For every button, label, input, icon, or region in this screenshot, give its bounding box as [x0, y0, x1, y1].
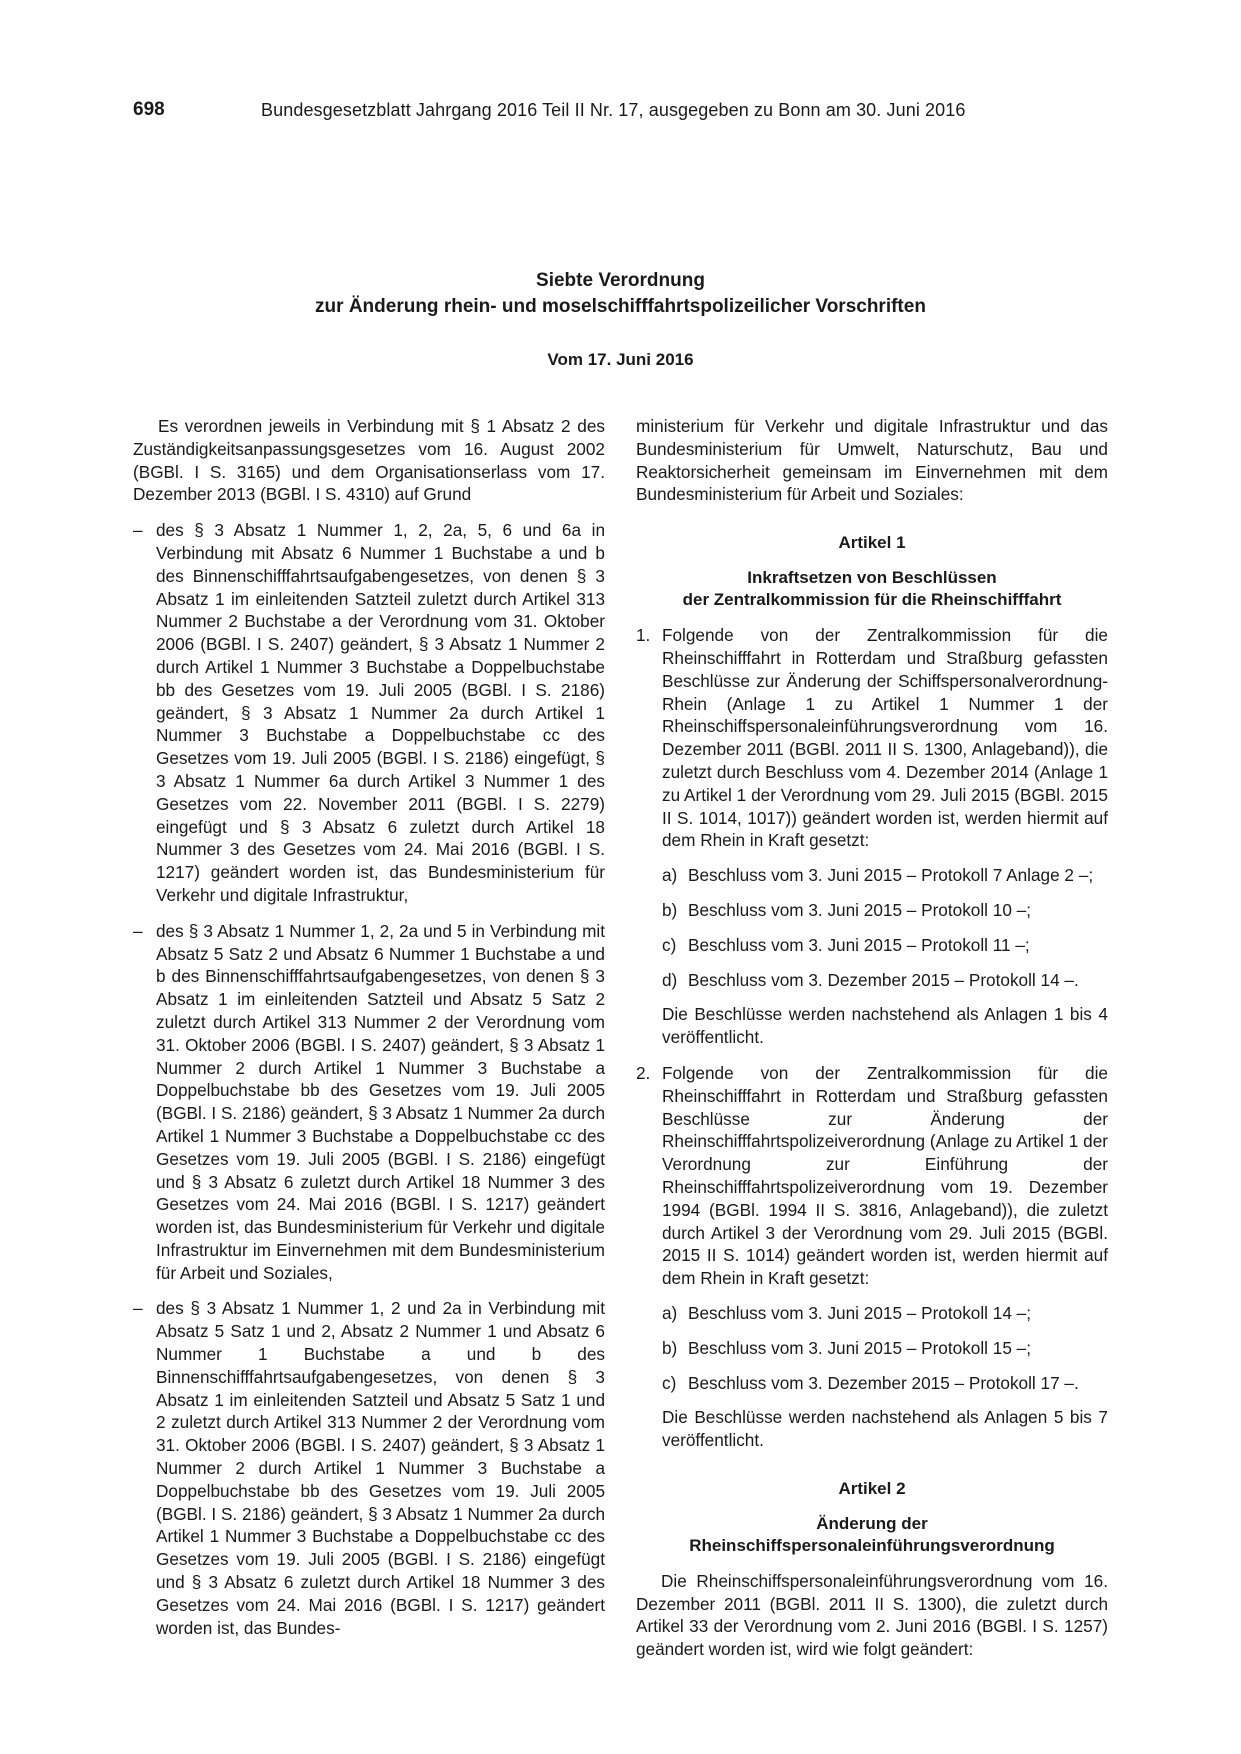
document-date: Vom 17. Juni 2016 [547, 350, 694, 369]
left-column [133, 415, 605, 1639]
sub-item-text: Beschluss vom 3. Dezember 2015 – Protokoll 14 –. [688, 969, 1079, 990]
intro-paragraph: Es verordnen jeweils in Verbindung mit § 1 Absatz 2 des Zuständigkeitsanpassungsgesetzes vom 16. August 2002 (BGBl. I S. 3165) und dem Organisationserlass vom 17. Dezember 2013 (BGBl. I S. 4310) auf Grund [133, 416, 605, 505]
page-number: 698 [133, 99, 165, 120]
sub-item [662, 864, 1108, 887]
article-2-text: Die Rheinschiffspersonaleinführungsverordnung vom 16. Dezember 2011 (BGBl. 2011 II S. 1300), die zuletzt durch Artikel 33 der Verordnung vom 2. Juni 2016 (BGBl. I S. 1257) geändert worden ist, wird wie folgt geändert: [636, 1570, 1108, 1660]
numbered-item-2 [636, 1062, 1108, 1452]
sub-item-marker: d) [662, 969, 678, 990]
sub-item [662, 1302, 1108, 1325]
sub-item-marker: c) [662, 1372, 677, 1393]
publication-note: Die Beschlüsse werden nachstehend als Anlagen 1 bis 4 veröffentlicht. [662, 1004, 1108, 1048]
list-item [133, 920, 605, 1285]
page-header [133, 99, 1113, 125]
sub-list [662, 864, 1108, 991]
sub-item-text: Beschluss vom 3. Juni 2015 – Protokoll 7 Anlage 2 –; [688, 865, 1094, 886]
sub-item [662, 1372, 1108, 1395]
article-1-number: Artikel 1 [838, 533, 906, 553]
dash-marker: – [133, 1298, 143, 1319]
numbered-item-1 [636, 624, 1108, 1049]
sub-item [662, 899, 1108, 922]
article-1-title-line2: der Zentralkommission für die Rheinschifffahrt [682, 590, 1062, 610]
list-item-text: des § 3 Absatz 1 Nummer 1, 2, 2a, 5, 6 und 6a in Verbindung mit Absatz 6 Nummer 1 Buchstabe a und b des Binnenschifffahrtsaufgabengesetzes, von denen § 3 Absatz 1 im einleitenden Satzteil zuletzt durch Artikel 313 Nummer 2 Buchstabe a der Verordnung vom 31. Oktober 2006 (BGBl. I S. 2407) geändert, § 3 Absatz 1 Nummer 2 durch Artikel 1 Nummer 3 Buchstabe a Doppelbuchstabe bb des Gesetzes vom 19. Juli 2005 (BGBl. I S. 2186) geändert, § 3 Absatz 1 Nummer 2a durch Artikel 1 Nummer 3 Buchstabe a Doppelbuchstabe cc des Gesetzes vom 19. Juli 2005 (BGBl. I S. 2186) eingefügt, § 3 Absatz 1 Nummer 6a durch Artikel 3 Nummer 1 des Gesetzes vom 22. November 2011 (BGBl. I S. 2279) eingefügt und § 3 Absatz 6 zuletzt durch Artikel 18 Nummer 3 des Gesetzes vom 24. Mai 2016 (BGBl. I S. 1217) geändert worden ist, das Bundesministerium für Verkehr und digitale Infrastruktur, [156, 520, 605, 905]
dash-marker: – [133, 920, 143, 941]
article-2-title-line2: Rheinschiffspersonaleinführungsverordnung [689, 1535, 1055, 1555]
list-item [133, 519, 605, 907]
article-2-number: Artikel 2 [838, 1478, 906, 1498]
sub-item-text: Beschluss vom 3. Juni 2015 – Protokoll 14 –; [688, 1302, 1031, 1323]
document-title: Siebte Verordnung [536, 270, 705, 291]
sub-item-marker: a) [662, 865, 678, 886]
article-2-title [636, 1513, 1108, 1557]
sub-item-text: Beschluss vom 3. Juni 2015 – Protokoll 11 –; [688, 934, 1030, 955]
list-item [133, 1297, 605, 1639]
sub-item [662, 1337, 1108, 1360]
sub-item-marker: c) [662, 934, 677, 955]
right-column [636, 415, 1108, 1661]
numbered-item-text: Folgende von der Zentralkommission für die Rheinschifffahrt in Rotterdam und Straßburg gefassten Beschlüsse zur Änderung der Rheinschifffahrtspolizeiverordnung (Anlage zu Artikel 1 der Verordnung zur Einführung der Rheinschifffahrtspolizeiverordnung vom 19. Dezember 1994 (BGBl. 1994 II S. 3816, Anlageband)), die zuletzt durch Artikel 3 der Verordnung vom 29. Juli 2015 (BGBl. 2015 II S. 1014) geändert worden ist, werden hiermit auf dem Rhein in Kraft gesetzt: [662, 1062, 1108, 1289]
running-head: Bundesgesetzblatt Jahrgang 2016 Teil II Nr. 17, ausgegeben zu Bonn am 30. Juni 2016 [261, 100, 966, 120]
sub-item [662, 934, 1108, 957]
sub-item-text: Beschluss vom 3. Dezember 2015 – Protokoll 17 –. [688, 1372, 1079, 1393]
sub-item-marker: a) [662, 1302, 678, 1323]
publication-note: Die Beschlüsse werden nachstehend als Anlagen 5 bis 7 veröffentlicht. [662, 1407, 1108, 1451]
numbered-item-text: Folgende von der Zentralkommission für die Rheinschifffahrt in Rotterdam und Straßburg gefassten Beschlüsse zur Änderung der Schiffspersonalverordnung-Rhein (Anlage 1 zu Artikel 1 Nummer 1 der Rheinschiffspersonaleinführungsverordnung vom 16. Dezember 2011 (BGBl. 2011 II S. 1300, Anlageband)), die zuletzt durch Beschluss vom 4. Dezember 2014 (Anlage 1 zu Artikel 1 der Verordnung vom 29. Juli 2015 (BGBl. 2015 II S. 1014, 1017)) geändert worden ist, werden hiermit auf dem Rhein in Kraft gesetzt: [662, 625, 1108, 851]
dash-marker: – [133, 520, 143, 541]
article-2-title-line1: Änderung der [816, 1513, 928, 1533]
sub-item-marker: b) [662, 1337, 678, 1358]
document-subtitle: zur Änderung rhein- und moselschifffahrtspolizeilicher Vorschriften [315, 296, 926, 317]
sub-item-text: Beschluss vom 3. Juni 2015 – Protokoll 15 –; [688, 1337, 1031, 1358]
article-1-title-line1: Inkraftsetzen von Beschlüssen [747, 568, 997, 588]
list-item-text: des § 3 Absatz 1 Nummer 1, 2 und 2a in Verbindung mit Absatz 5 Satz 1 und 2, Absatz 2 Nummer 1 und Absatz 6 Nummer 1 Buchstabe a und b des Binnenschifffahrtsaufgabengesetzes, von denen § 3 Absatz 1 im einleitenden Satzteil und Absatz 5 Satz 1 und 2 zuletzt durch Artikel 313 Nummer 2 der Verordnung vom 31. Oktober 2006 (BGBl. I S. 2407) geändert, § 3 Absatz 1 Nummer 2 durch Artikel 1 Nummer 3 Buchstabe a Doppelbuchstabe bb des Gesetzes vom 19. Juli 2005 (BGBl. I S. 2186) geändert, § 3 Absatz 1 Nummer 2a durch Artikel 1 Nummer 3 Buchstabe a Doppelbuchstabe cc des Gesetzes vom 19. Juli 2005 (BGBl. I S. 2186) eingefügt und § 3 Absatz 6 zuletzt durch Artikel 18 Nummer 3 des Gesetzes vom 24. Mai 2016 (BGBl. I S. 1217) geändert worden ist, das Bundes- [156, 1298, 606, 1638]
article-1-title [636, 567, 1108, 611]
sub-item-marker: b) [662, 899, 678, 920]
sub-item [662, 969, 1108, 992]
item-marker: 1. [636, 625, 651, 646]
item-marker: 2. [636, 1062, 651, 1083]
title-block [133, 268, 1108, 370]
sub-item-text: Beschluss vom 3. Juni 2015 – Protokoll 10 –; [688, 899, 1031, 920]
continuation-paragraph: ministerium für Verkehr und digitale Infrastruktur und das Bundesministerium für Umwelt, Naturschutz, Bau und Reaktorsicherheit gemeinsam im Einvernehmen mit dem Bundesministerium für Arbeit und Soziales: [636, 416, 1108, 505]
sub-list [662, 1302, 1108, 1394]
list-item-text: des § 3 Absatz 1 Nummer 1, 2, 2a und 5 in Verbindung mit Absatz 5 Satz 2 und Absatz 6 Nummer 1 Buchstabe a und b des Binnenschifffahrtsaufgabengesetzes, von denen § 3 Absatz 1 im einleitenden Satzteil und Absatz 5 Satz 2 zuletzt durch Artikel 313 Nummer 2 der Verordnung vom 31. Oktober 2006 (BGBl. I S. 2407) geändert, § 3 Absatz 1 Nummer 2 durch Artikel 1 Nummer 3 Buchstabe a Doppelbuchstabe bb des Gesetzes vom 19. Juli 2005 (BGBl. I S. 2186) geändert, § 3 Absatz 1 Nummer 2a durch Artikel 1 Nummer 3 Buchstabe a Doppelbuchstabe cc des Gesetzes vom 19. Juli 2005 (BGBl. I S. 2186) eingefügt und § 3 Absatz 6 zuletzt durch Artikel 18 Nummer 3 des Gesetzes vom 24. Mai 2016 (BGBl. I S. 1217) geändert worden ist, das Bundesministerium für Verkehr und digitale Infrastruktur im Einvernehmen mit dem Bundesministerium für Arbeit und Soziales, [156, 920, 606, 1283]
